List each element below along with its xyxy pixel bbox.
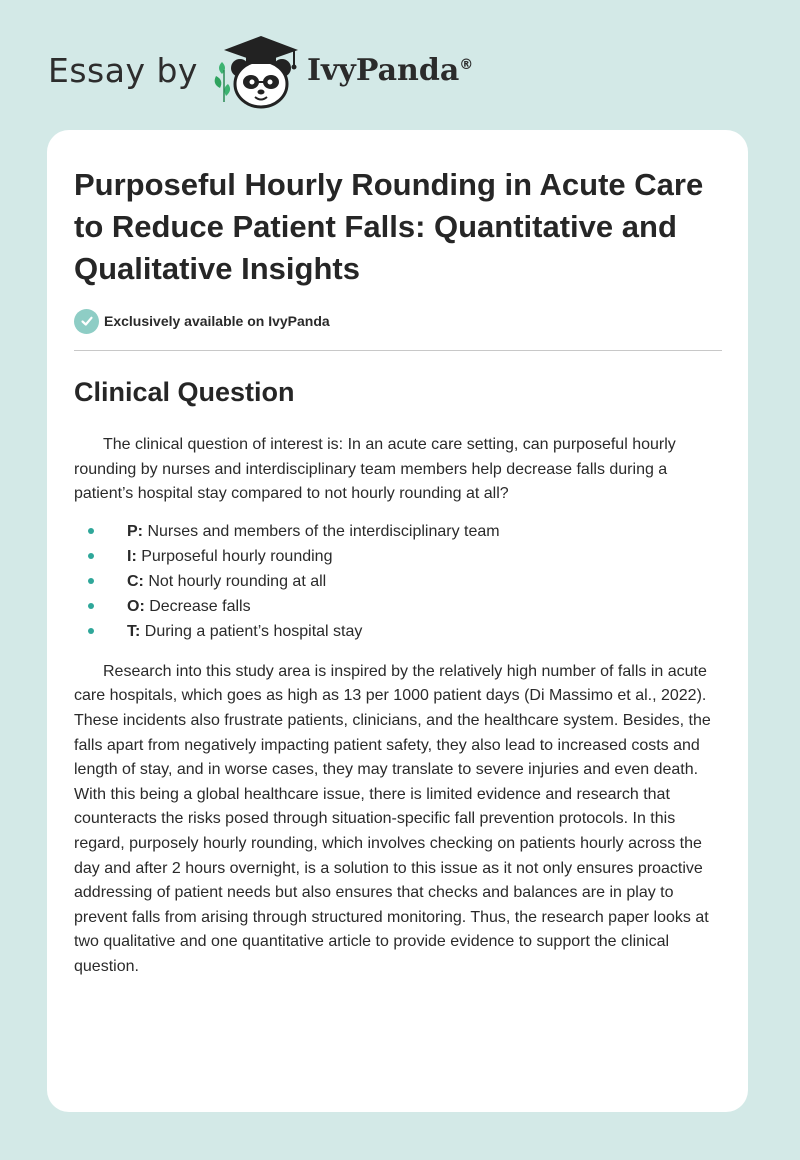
exclusive-badge	[74, 308, 722, 334]
list-item	[88, 544, 722, 569]
pico-key: C:	[127, 572, 144, 590]
intro-paragraph: The clinical question of interest is: In an acute care setting, can purposeful hourly rounding by nurses and interdisciplinary team members help decrease falls during a patient’s hospital stay compared to not hourly rounding at all?	[74, 436, 676, 503]
bullet-icon	[88, 628, 94, 634]
list-item	[88, 594, 722, 619]
panda-logo-icon[interactable]	[210, 30, 305, 110]
pico-text: Purposeful hourly rounding	[136, 547, 333, 565]
divider	[74, 350, 722, 351]
pico-text: Decrease falls	[144, 597, 251, 615]
pico-key: I:	[127, 547, 137, 565]
list-item	[88, 519, 722, 544]
brand-name[interactable]	[307, 53, 473, 88]
list-item	[88, 619, 722, 644]
article-title: Purposeful Hourly Rounding in Acute Care to Reduce Patient Falls: Quantitative and Qualitative Insights	[74, 167, 704, 286]
pico-key: P:	[127, 522, 143, 540]
site-header	[48, 30, 473, 110]
pico-key: O:	[127, 597, 145, 615]
check-circle-icon	[74, 309, 99, 334]
pico-text: Nurses and members of the interdisciplinary team	[143, 522, 500, 540]
pico-text: Not hourly rounding at all	[143, 572, 327, 590]
pico-key: T:	[127, 622, 141, 640]
exclusive-badge-text: Exclusively available on IvyPanda	[104, 313, 330, 329]
bullet-icon	[88, 578, 94, 584]
section-heading: Clinical Question	[74, 377, 295, 407]
registered-mark: ®	[459, 56, 474, 73]
bullet-icon	[88, 603, 94, 609]
essay-by-label: Essay by	[48, 50, 198, 90]
bullet-icon	[88, 528, 94, 534]
brand-text: IvyPanda	[306, 52, 460, 88]
bullet-icon	[88, 553, 94, 559]
article-card	[47, 130, 748, 1112]
pico-list	[74, 519, 722, 644]
body-paragraph: Research into this study area is inspired by the relatively high number of falls in acute care hospitals, which goes as high as 13 per 1000 patient days (Di Massimo et al., 2022). These incidents also frustrate patients, clinicians, and the healthcare system. Besides, the falls apart from negatively impacting patient safety, they also lead to increased costs and length of stay, and in worse cases, they may translate to severe injuries and even death. With this being a global healthcare issue, there is limited evidence and research that counteracts the risks posed through situation-specific fall prevention protocols. In this regard, purposely hourly rounding, which involves checking on patients hourly across the day and after 2 hours overnight, is a solution to this issue as it not only ensures proactive addressing of patient needs but also ensures that checks and balances are in play to prevent falls from arising through structured monitoring. Thus, the research paper looks at two qualitative and one quantitative article to provide evidence to support the clinical question.	[74, 662, 711, 975]
list-item	[88, 569, 722, 594]
pico-text: During a patient’s hospital stay	[140, 622, 363, 640]
